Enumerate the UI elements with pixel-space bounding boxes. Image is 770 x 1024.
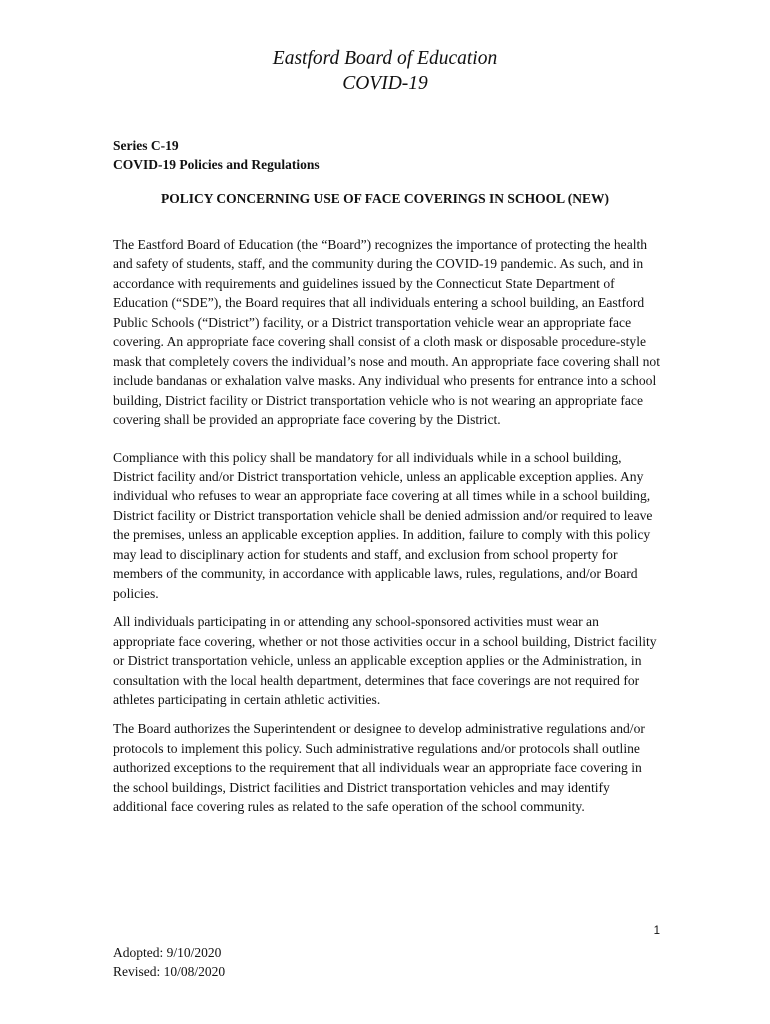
adopted-date: Adopted: 9/10/2020	[113, 945, 222, 960]
policy-body	[113, 235, 661, 817]
policy-heading: POLICY CONCERNING USE OF FACE COVERINGS IN SCHOOL (NEW)	[160, 191, 610, 206]
series-code: Series C-19	[113, 138, 179, 153]
document-subtitle: COVID-19	[342, 73, 428, 94]
document-title: Eastford Board of Education	[272, 48, 498, 69]
series-name: COVID-19 Policies and Regulations	[113, 157, 320, 172]
paragraph-3: All individuals participating in or attending any school-sponsored activities must wear an appropriate face covering, whether or not those activities occur in a school building, District facility or District transportation vehicle, unless an applicable exception applies or the Administration, in consultation with the local health department, determines that face coverings are not required for athletes participating in certain athletic activities.	[113, 614, 657, 707]
document-title-block	[0, 46, 770, 96]
paragraph-4: The Board authorizes the Superintendent or designee to develop administrative regulations and/or protocols to implement this policy. Such administrative regulations and/or protocols shall outline authorized exceptions to the requirement that all individuals wear an appropriate face covering in the school buildings, District facilities and District transportation vehicles and may identify additional face covering rules as related to the safe operation of the school community.	[113, 721, 645, 815]
page-number: 1	[653, 925, 660, 937]
series-block	[113, 136, 320, 174]
paragraph-2: Compliance with this policy shall be mandatory for all individuals while in a school building, District facility and/or District transportation vehicle, unless an applicable exception applies. Any individual who refuses to wear an appropriate face covering at all times while in a school building, District facility or District transportation vehicle shall be denied admission and/or required to leave the premises, unless an applicable exception applies. In addition, failure to comply with this policy may lead to disciplinary action for students and staff, and exclusion from school property for members of the community, in accordance with applicable laws, rules, regulations, and/or Board policies.	[113, 449, 653, 601]
revised-date: Revised: 10/08/2020	[113, 964, 226, 979]
footer-dates	[113, 943, 225, 981]
paragraph-1: The Eastford Board of Education (the “Board”) recognizes the importance of protecting the health and safety of students, staff, and the community during the COVID-19 pandemic. As such, and in accordance with requirements and guidelines issued by the Connecticut State Department of Education (“SDE”), the Board requires that all individuals entering a school building, an Eastford Public Schools (“District”) facility, or a District transportation vehicle wear an appropriate face covering. An appropriate face covering shall consist of a cloth mask or disposable procedure-style mask that completely covers the individual’s nose and mouth. An appropriate face covering shall not include bandanas or exhalation valve masks. Any individual who presents for entrance into a school building, District facility or District transportation vehicle who is not wearing an appropriate face covering shall be provided an appropriate face covering by the District.	[113, 237, 661, 428]
